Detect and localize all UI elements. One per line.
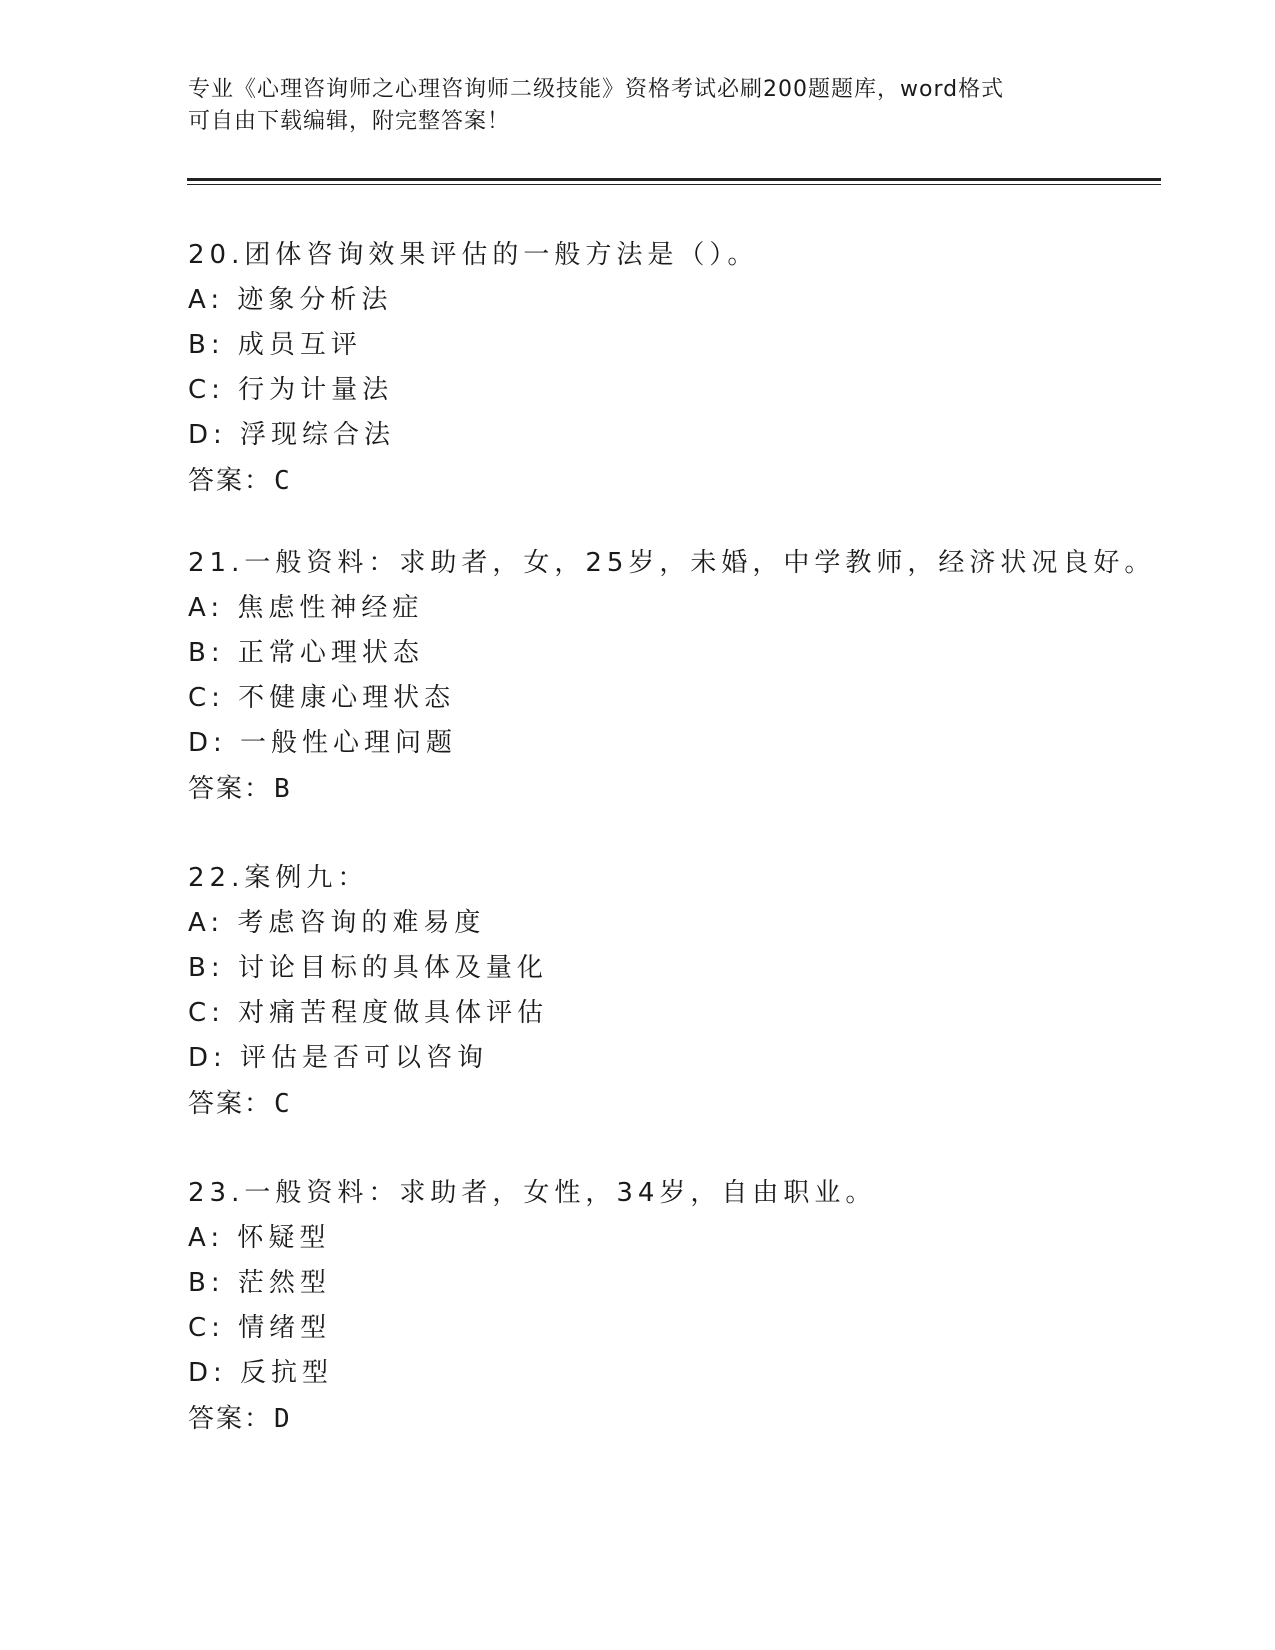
question-title: 22.案例九： xyxy=(188,863,369,893)
question-20 xyxy=(188,232,1148,504)
option-c: C: 行为计量法 xyxy=(188,375,394,405)
option-d: D: 一般性心理问题 xyxy=(188,728,458,758)
header-divider-thin xyxy=(187,184,1161,185)
document-header xyxy=(188,74,1068,138)
answer-label: 答案： xyxy=(188,1089,273,1119)
answer-value: D xyxy=(274,1404,290,1434)
option-d: D: 反抗型 xyxy=(188,1358,334,1388)
option-b: B: 茫然型 xyxy=(188,1268,331,1298)
answer-label: 答案： xyxy=(188,1404,273,1434)
option-a: A: 焦虑性神经症 xyxy=(188,593,424,623)
answer-label: 答案： xyxy=(188,466,273,496)
question-23 xyxy=(188,1170,1148,1442)
answer-value: C xyxy=(274,1089,290,1119)
question-21 xyxy=(188,540,1156,812)
answer-line xyxy=(188,766,1148,812)
answer-line xyxy=(188,458,1148,504)
option-a: A: 怀疑型 xyxy=(188,1223,331,1253)
answer-value: C xyxy=(274,466,290,496)
option-b: B: 成员互评 xyxy=(188,330,362,360)
option-a: A: 考虑咨询的难易度 xyxy=(188,908,486,938)
option-a: A: 迹象分析法 xyxy=(188,285,393,315)
header-line-2: 可自由下载编辑，附完整答案！ xyxy=(188,109,511,134)
question-title: 23.一般资料：求助者，女性，34岁，自由职业。 xyxy=(188,1178,877,1208)
option-c: C: 不健康心理状态 xyxy=(188,683,456,713)
option-d: D: 浮现综合法 xyxy=(188,420,396,450)
option-d: D: 评估是否可以咨询 xyxy=(188,1043,489,1073)
option-b: B: 正常心理状态 xyxy=(188,638,424,668)
header-divider-thick xyxy=(187,178,1161,181)
option-c: C: 对痛苦程度做具体评估 xyxy=(188,998,549,1028)
option-c: C: 情绪型 xyxy=(188,1313,332,1343)
answer-line xyxy=(188,1081,1148,1127)
question-title: 21.一般资料：求助者，女，25岁，未婚，中学教师，经济状况良好。 xyxy=(188,548,1156,578)
answer-value: B xyxy=(274,774,290,804)
header-line-1: 专业《心理咨询师之心理咨询师二级技能》资格考试必刷200题题库，word格式 xyxy=(188,77,1005,102)
answer-label: 答案： xyxy=(188,774,273,804)
answer-line xyxy=(188,1396,1148,1442)
question-title: 20.团体咨询效果评估的一般方法是（）。 xyxy=(188,240,759,270)
option-b: B: 讨论目标的具体及量化 xyxy=(188,953,548,983)
question-22 xyxy=(188,855,1148,1127)
